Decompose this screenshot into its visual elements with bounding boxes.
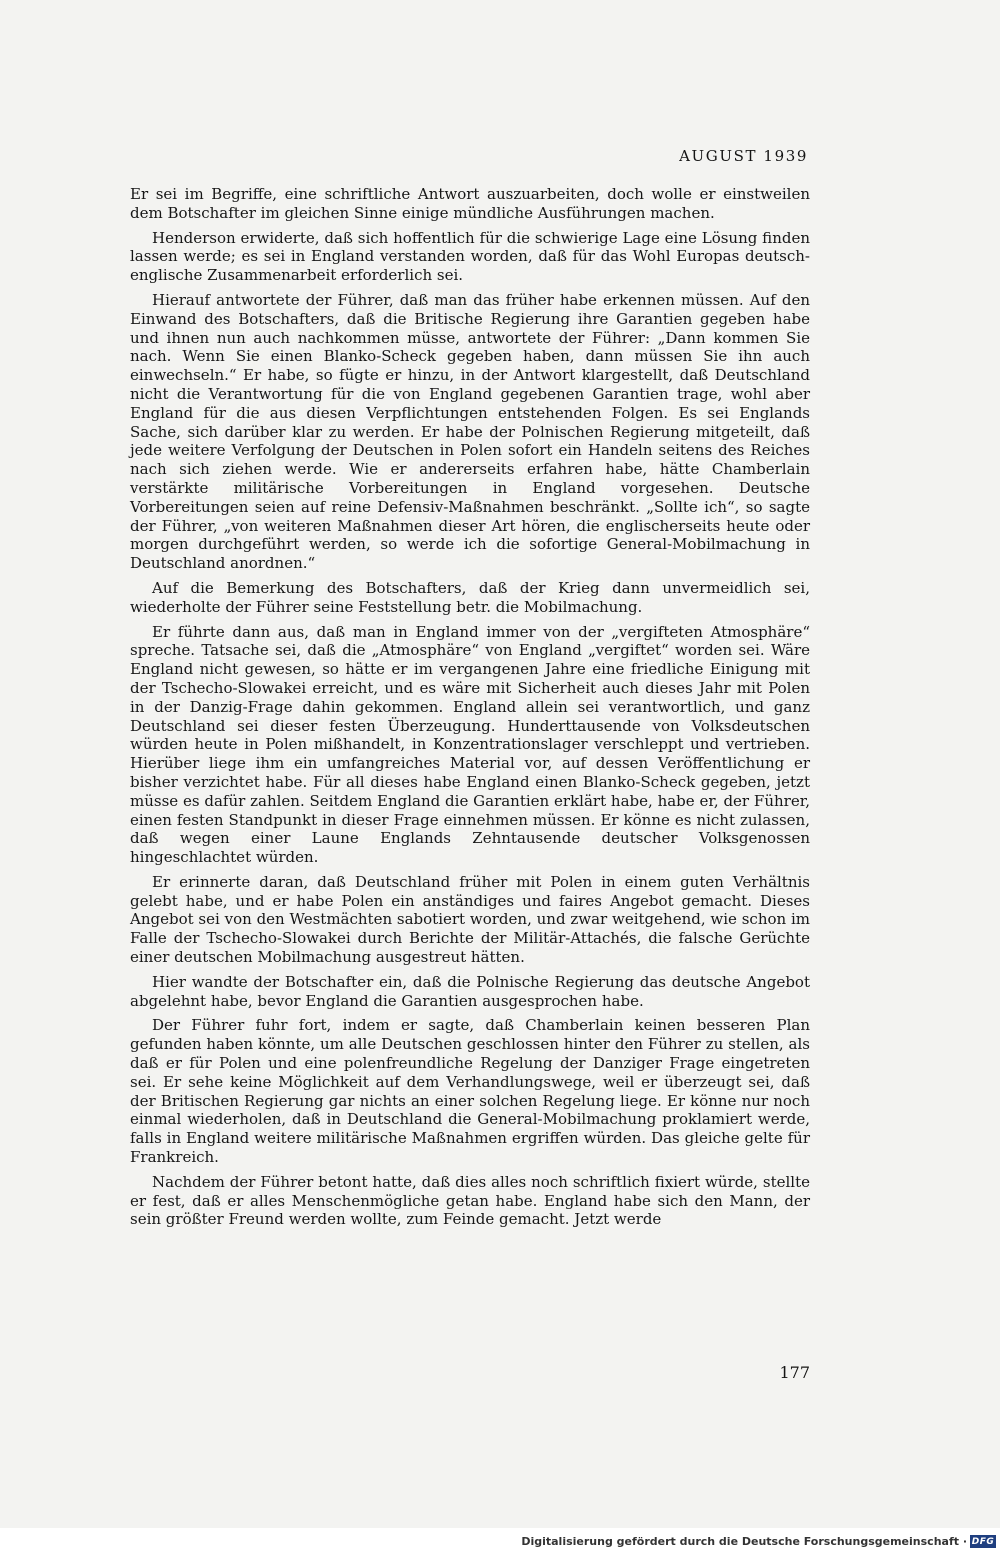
- page-number: 177: [779, 1363, 810, 1382]
- paragraph: Er erinnerte daran, daß Deutschland früher mit Polen in einem guten Verhältnis gelebt habe, und er habe Polen ein anständiges und faires Angebot gemacht. Dieses Angebot sei von den Westmächten sabotiert worden, und zwar weitgehend, wie schon im Falle der Tschecho-Slowakei durch Berichte der Militär-Attachés, die falsche Gerüchte einer deutschen Mobilmachung ausgestreut hätten.: [130, 872, 810, 967]
- body-text: [130, 185, 810, 1235]
- paragraph: Auf die Bemerkung des Botschafters, daß der Krieg dann unvermeidlich sei, wiederholte der Führer seine Feststellung betr. die Mobilmachung.: [130, 578, 810, 616]
- paragraph: Er sei im Begriffe, eine schriftliche Antwort auszuarbeiten, doch wolle er einstweilen dem Botschafter im gleichen Sinne einige mündliche Ausführungen machen.: [130, 185, 810, 222]
- paragraph: Henderson erwiderte, daß sich hoffentlich für die schwierige Lage eine Lösung finden lassen werde; es sei in England verstanden worden, daß für das Wohl Europas deutsch-englische Zusammenarbeit erforderlich sei.: [130, 228, 810, 285]
- paragraph: Nachdem der Führer betont hatte, daß dies alles noch schriftlich fixiert würde, stellte er fest, daß er alles Menschenmögliche getan habe. England habe sich den Mann, der sein größter Freund werden wollte, zum Feinde gemacht. Jetzt werde: [130, 1172, 810, 1229]
- running-header: AUGUST 1939: [679, 147, 808, 165]
- footer-credit: [521, 1535, 996, 1548]
- paragraph: Hierauf antwortete der Führer, daß man das früher habe erkennen müssen. Auf den Einwand des Botschafters, daß die Britische Regierung ihre Garantien gegeben habe und ihnen nun auch nachkommen müsse, antwortete der Führer: „Dann kommen Sie nach. Wenn Sie einen Blanko-Scheck gegeben haben, dann müssen Sie ihn auch einwechseln.“ Er habe, so fügte er hinzu, in der Antwort klargestellt, daß Deutschland nicht die Verantwortung für die von England gegebenen Garantien trage, wohl aber England für die aus diesen Verpflichtungen entstehenden Folgen. Es sei Englands Sache, sich darüber klar zu werden. Er habe der Polnischen Regierung mitgeteilt, daß jede weitere Verfolgung der Deutschen in Polen sofort ein Handeln seitens des Reiches nach sich ziehen werde. Wie er andererseits erfahren habe, hätte Chamberlain verstärkte militärische Vorbereitungen in England vorgesehen. Deutsche Vorbereitungen seien auf reine Defensiv-Maßnahmen beschränkt. „Sollte ich“, so sagte der Führer, „von weiteren Maßnahmen dieser Art hören, die englischerseits heute oder morgen durchgeführt werden, so werde ich die sofortige General-Mobilmachung in Deutschland anordnen.“: [130, 290, 810, 573]
- credit-text: Digitalisierung gefördert durch die Deutsche Forschungsgemeinschaft ·: [521, 1535, 967, 1548]
- paragraph: Hier wandte der Botschafter ein, daß die Polnische Regierung das deutsche Angebot abgelehnt habe, bevor England die Garantien ausgesprochen habe.: [130, 972, 810, 1010]
- paragraph: Der Führer fuhr fort, indem er sagte, daß Chamberlain keinen besseren Plan gefunden haben könnte, um alle Deutschen geschlossen hinter den Führer zu stellen, als daß er für Polen und eine polenfreundliche Regelung der Danziger Frage eingetreten sei. Er sehe keine Möglichkeit auf dem Verhandlungswege, weil er überzeugt sei, daß der Britischen Regierung gar nichts an einer solchen Regelung liege. Er könne nur noch einmal wiederholen, daß in Deutschland die General-Mobilmachung proklamiert werde, falls in England weitere militärische Maßnahmen ergriffen würden. Das gleiche gelte für Frankreich.: [130, 1016, 810, 1167]
- dfg-logo-icon: DFG: [971, 1536, 995, 1547]
- paragraph: Er führte dann aus, daß man in England immer von der „vergifteten Atmosphäre“ spreche. Tatsache sei, daß die „Atmosphäre“ von England „vergiftet“ worden sei. Wäre England nicht gewesen, so hätte er im vergangenen Jahre eine friedliche Einigung mit der Tschecho-Slowakei erreicht, und es wäre mit Sicherheit auch dieses Jahr mit Polen in der Danzig-Frage dahin gekommen. England allein sei verantwortlich, und ganz Deutschland sei dieser festen Überzeugung. Hunderttausende von Volksdeutschen würden heute in Polen mißhandelt, in Konzentrationslager verschleppt und vertrieben. Hierüber liege ihm ein umfangreiches Material vor, auf dessen Veröffentlichung er bisher verzichtet habe. Für all dieses habe England einen Blanko-Scheck gegeben, jetzt müsse es dafür zahlen. Seitdem England die Garantien erklärt habe, habe er, der Führer, einen festen Standpunkt in dieser Frage einnehmen müssen. Er könne es nicht zulassen, daß wegen einer Laune Englands Zehntausende deutscher Volksgenossen hingeschlachtet würden.: [130, 622, 810, 867]
- digitization-footer: [0, 1528, 1000, 1554]
